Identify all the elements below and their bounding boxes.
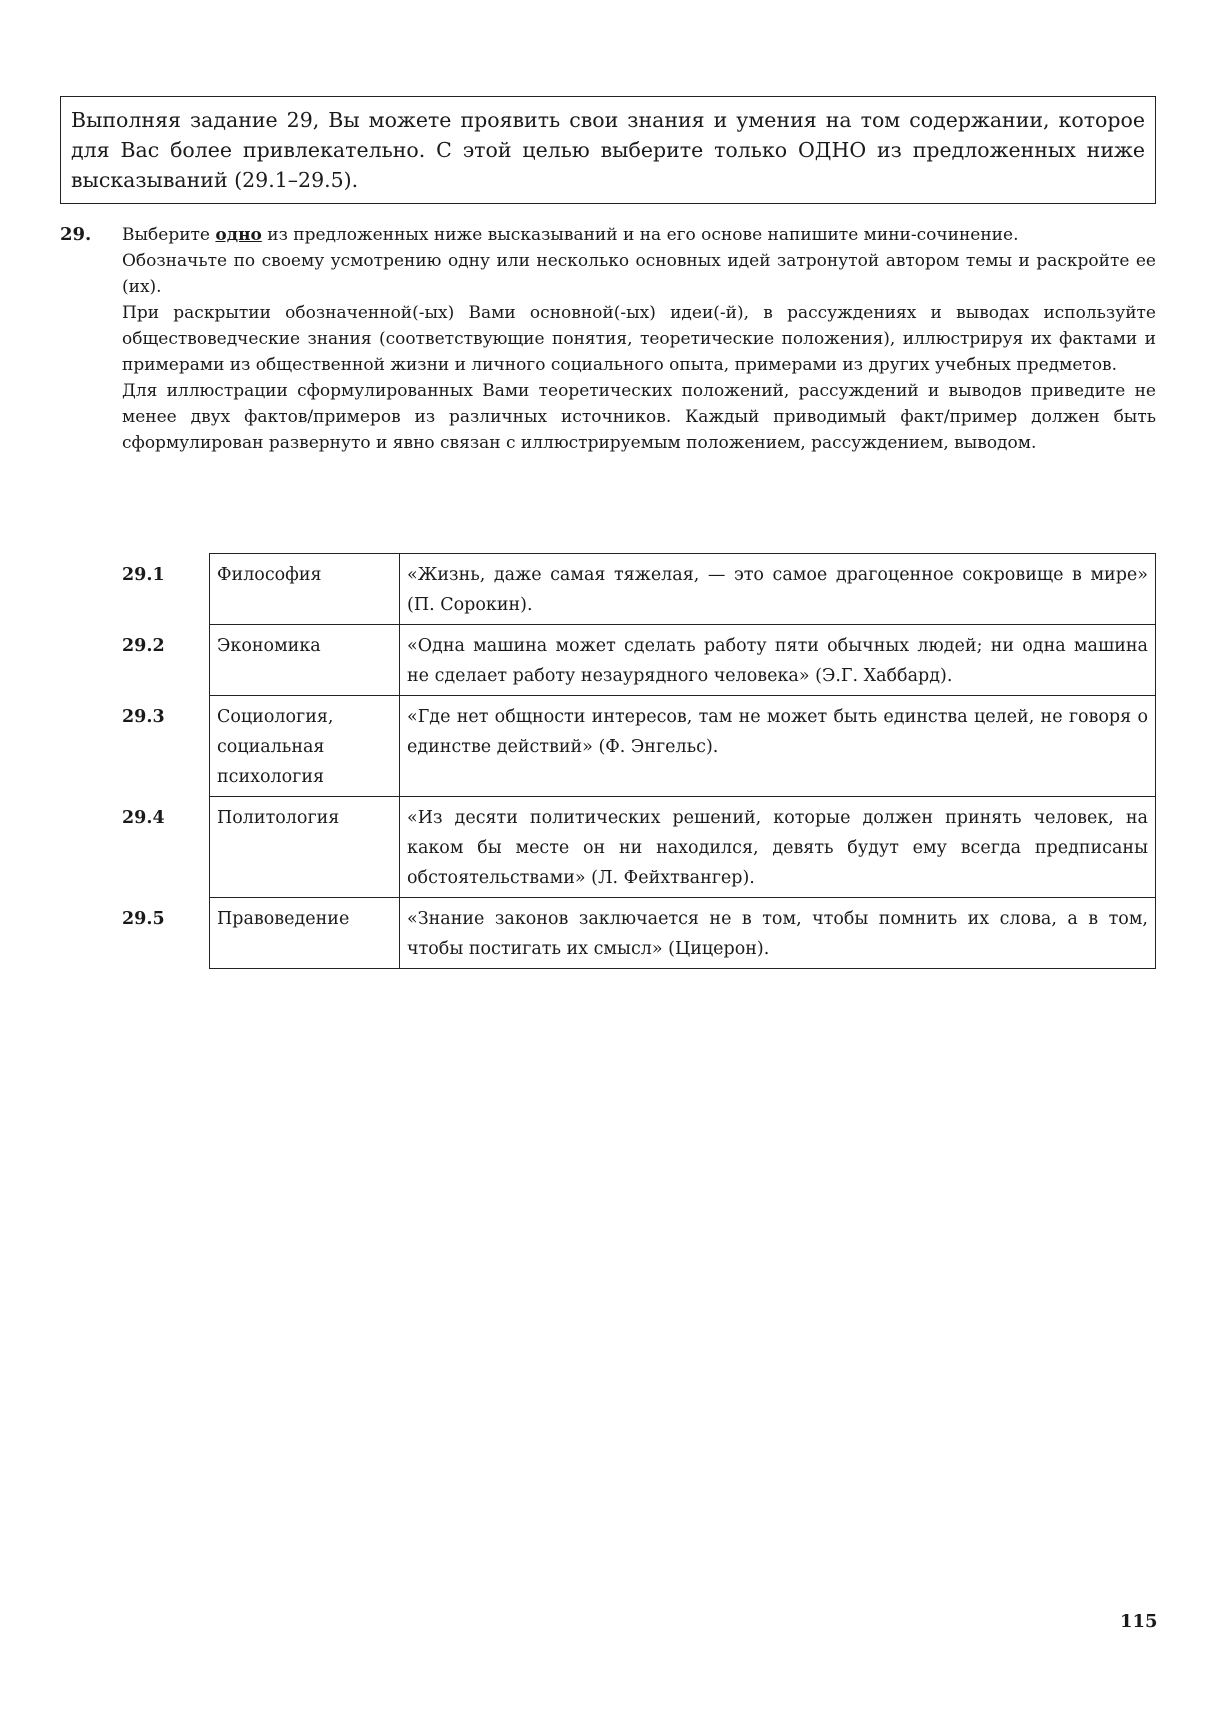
option-row <box>112 797 1156 898</box>
option-quote: «Знание законов заключается не в том, чтобы помнить их слова, а в том, чтобы постигать их смысл» (Цицерон). <box>400 898 1156 969</box>
option-number: 29.2 <box>122 635 165 656</box>
option-row <box>112 554 1156 625</box>
option-number: 29.4 <box>122 807 165 828</box>
task-paragraph: При раскрытии обозначенной(-ых) Вами основной(-ых) идеи(-й), в рассуждениях и выводах используйте обществоведческие знания (соответствующие понятия, теоретические положения), иллюстрируя их фактами и примерами из общественной жизни и личного социального опыта, примерами из других учебных предметов. <box>122 303 1156 375</box>
option-row <box>112 696 1156 797</box>
task-29 <box>60 222 1156 456</box>
task-paragraph: Выберите одно из предложенных ниже высказываний и на его основе напишите мини-сочинение. <box>122 225 1019 245</box>
instruction-box <box>60 96 1156 204</box>
option-number: 29.3 <box>122 706 165 727</box>
option-subject: Политология <box>210 797 400 898</box>
task-paragraph: Обозначьте по своему усмотрению одну или несколько основных идей затронутой автором темы и раскройте ее (их). <box>122 251 1156 297</box>
option-subject: Экономика <box>210 625 400 696</box>
emphasis-word: одно <box>215 225 262 245</box>
option-quote: «Жизнь, даже самая тяжелая, — это самое драгоценное сокровище в мире» (П. Сорокин). <box>400 554 1156 625</box>
option-quote: «Где нет общности интересов, там не может быть единства целей, не говоря о единстве действий» (Ф. Энгельс). <box>400 696 1156 797</box>
option-quote: «Из десяти политических решений, которые должен принять человек, на каком бы месте он ни находился, девять будут ему всегда предписаны обстоятельствами» (Л. Фейхтвангер). <box>400 797 1156 898</box>
instruction-text: Выполняя задание 29, Вы можете проявить свои знания и умения на том содержании, которое для Вас более привлекательно. С этой целью выберите только ОДНО из предложенных ниже высказываний (29.1–29.5). <box>71 108 1145 192</box>
task-paragraph: Для иллюстрации сформулированных Вами теоретических положений, рассуждений и выводов приведите не менее двух фактов/примеров из различных источников. Каждый приводимый факт/пример должен быть сформулирован развернуто и явно связан с иллюстрируемым положением, рассуждением, выводом. <box>122 381 1156 453</box>
task-instructions <box>122 222 1156 456</box>
option-row <box>112 625 1156 696</box>
option-number: 29.1 <box>122 564 165 585</box>
option-row <box>112 898 1156 969</box>
option-subject: Правоведение <box>210 898 400 969</box>
task-number: 29. <box>60 224 92 245</box>
option-number: 29.5 <box>122 908 165 929</box>
option-subject: Философия <box>210 554 400 625</box>
option-quote: «Одна машина может сделать работу пяти обычных людей; ни одна машина не сделает работу незаурядного человека» (Э.Г. Хаббард). <box>400 625 1156 696</box>
option-subject: Социология, социальная психология <box>210 696 400 797</box>
options-table <box>112 553 1156 969</box>
page-number: 115 <box>1120 1611 1158 1632</box>
